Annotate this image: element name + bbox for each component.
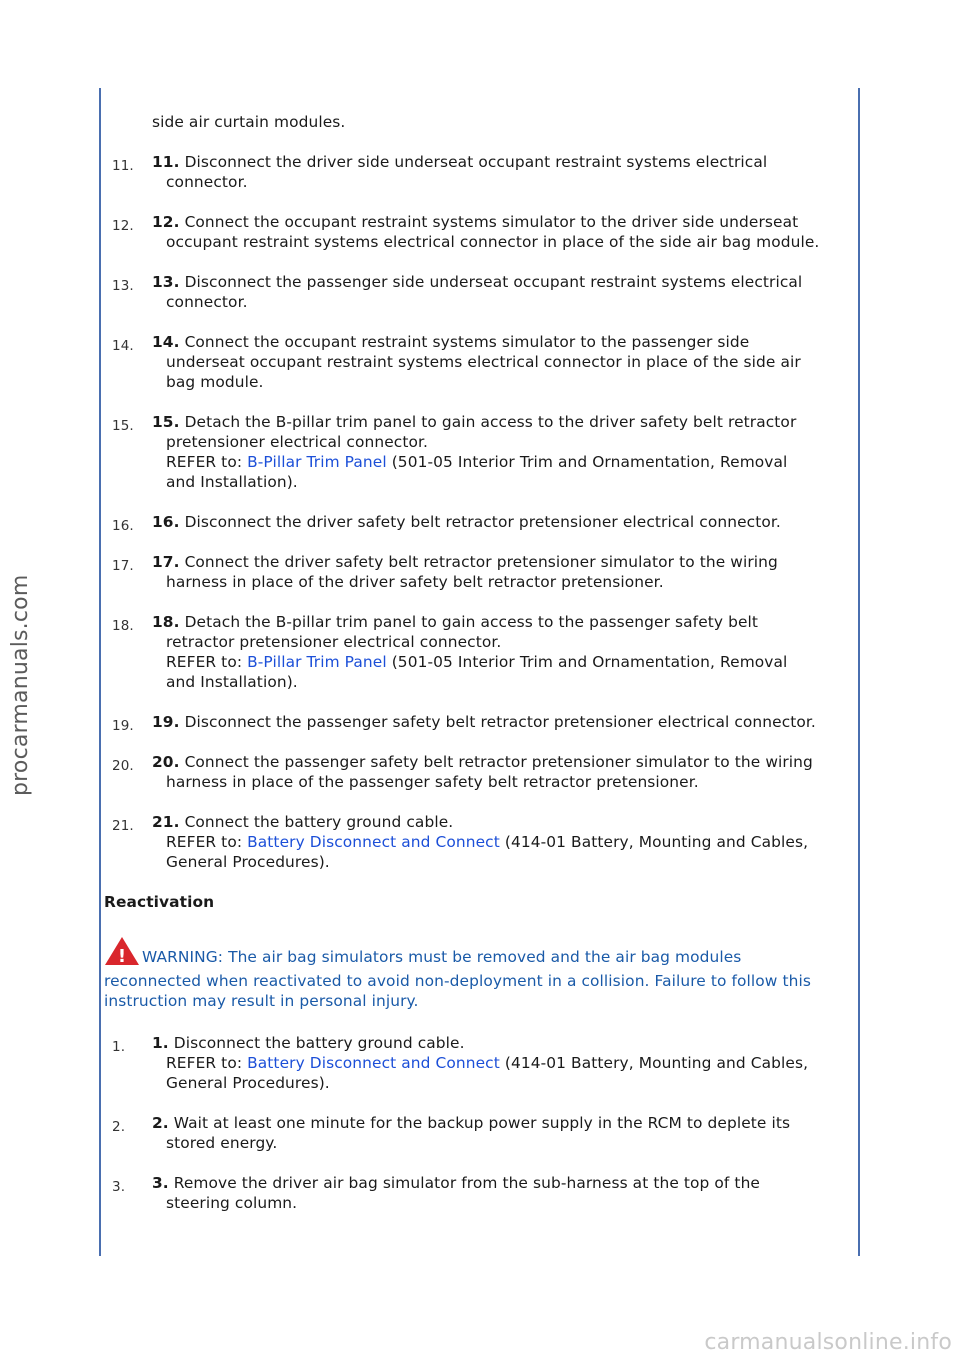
step-text: Detach the B-pillar trim panel to gain access to the passenger safety belt [179,613,759,631]
document-content [104,112,844,1233]
section-title-reactivation: Reactivation [104,893,215,911]
refer-tail: and Installation). [166,473,298,491]
refer-suffix: (414-01 Battery, Mounting and Cables, [499,833,809,851]
step-text: Disconnect the driver safety belt retractor pretensioner electrical connector. [179,513,781,531]
step-item [104,1033,844,1093]
step-item [104,752,844,792]
step-bold-number: 1. [152,1034,169,1052]
step-text: Disconnect the passenger side underseat occupant restraint systems electrical [179,273,803,291]
refer-link[interactable]: Battery Disconnect and Connect [247,833,500,851]
step-body [104,812,844,872]
refer-tail: General Procedures). [166,853,330,871]
step-item [104,612,844,692]
step-body [104,752,844,792]
step-item [104,212,844,252]
refer-line [152,832,844,852]
step-body [104,1033,844,1093]
step-text: Connect the occupant restraint systems simulator to the driver side underseat [179,213,799,231]
step-text-continued: harness in place of the driver safety belt retractor pretensioner. [166,573,664,591]
step-item [104,1113,844,1153]
warning-triangle-icon [104,936,140,971]
step-body [104,1173,844,1213]
step-bold-number: 14. [152,333,180,351]
step-item [104,272,844,312]
refer-prefix: REFER to: [166,653,248,671]
warning-text-line3: instruction may result in personal injury. [104,992,419,1010]
step-body [104,152,844,192]
refer-link[interactable]: B-Pillar Trim Panel [247,453,387,471]
step-body [104,412,844,492]
step-bold-number: 13. [152,273,180,291]
step-number: 1. [112,1039,126,1055]
step-text-continued: retractor pretensioner electrical connector. [166,633,502,651]
step-bold-number: 12. [152,213,180,231]
refer-link[interactable]: Battery Disconnect and Connect [247,1054,500,1072]
refer-tail: General Procedures). [166,1074,330,1092]
step-item [104,332,844,392]
refer-link[interactable]: B-Pillar Trim Panel [247,653,387,671]
step-number: 19. [112,718,134,734]
step-number: 18. [112,618,134,634]
refer-tail: and Installation). [166,673,298,691]
footer-watermark: carmanualsonline.info [704,1330,952,1355]
refer-suffix: (501-05 Interior Trim and Ornamentation, Removal [386,453,788,471]
step-item [104,812,844,872]
step-item [104,552,844,592]
refer-line [152,452,844,472]
step-number: 12. [112,218,134,234]
step-text: Connect the passenger safety belt retractor pretensioner simulator to the wiring [179,753,813,771]
step-text-continued: underseat occupant restraint systems electrical connector in place of the side air [166,353,801,371]
refer-line [152,1053,844,1073]
step-number: 2. [112,1119,126,1135]
step-body [104,552,844,592]
svg-text:!: ! [117,946,127,966]
step-body [104,1113,844,1153]
warning-block [104,936,844,1011]
right-margin-rule [858,88,860,1256]
step-text: Remove the driver air bag simulator from the sub-harness at the top of the [168,1174,760,1192]
step-bold-number: 2. [152,1114,169,1132]
refer-prefix: REFER to: [166,453,248,471]
step-bold-number: 18. [152,613,180,631]
left-margin-rule [99,88,101,1256]
step-text: Detach the B-pillar trim panel to gain access to the driver safety belt retractor [179,413,797,431]
step-number: 16. [112,518,134,534]
refer-prefix: REFER to: [166,833,248,851]
step-number: 14. [112,338,134,354]
step-text: Connect the driver safety belt retractor pretensioner simulator to the wiring [179,553,778,571]
step-number: 11. [112,158,134,174]
step-bold-number: 21. [152,813,180,831]
step-text: Connect the battery ground cable. [179,813,454,831]
refer-suffix: (414-01 Battery, Mounting and Cables, [499,1054,809,1072]
step-item [104,152,844,192]
step-bold-number: 16. [152,513,180,531]
step-text-continued: connector. [166,293,248,311]
step-number: 3. [112,1179,126,1195]
refer-line [152,652,844,672]
step-text: Disconnect the battery ground cable. [168,1034,465,1052]
step-text: Disconnect the passenger safety belt retractor pretensioner electrical connector. [179,713,816,731]
step-bold-number: 3. [152,1174,169,1192]
warning-text-line1: WARNING: The air bag simulators must be removed and the air bag modules [142,948,742,966]
side-watermark: procarmanuals.com [8,574,33,796]
step-body [104,612,844,692]
refer-prefix: REFER to: [166,1054,248,1072]
steps-list-top [104,152,844,872]
step-bold-number: 11. [152,153,180,171]
step-item [104,412,844,492]
step-body [104,212,844,252]
step-text-continued: occupant restraint systems electrical connector in place of the side air bag module. [166,233,820,251]
step-body [104,712,844,732]
step-text-continued: harness in place of the passenger safety belt retractor pretensioner. [166,773,699,791]
step-number: 13. [112,278,134,294]
step-body [104,272,844,312]
step-bold-number: 19. [152,713,180,731]
step-body [104,512,844,532]
refer-suffix: (501-05 Interior Trim and Ornamentation, Removal [386,653,788,671]
step-body [104,332,844,392]
steps-list-bottom [104,1033,844,1213]
step-item [104,1173,844,1213]
step-text-continued: pretensioner electrical connector. [166,433,428,451]
step-text: Connect the occupant restraint systems simulator to the passenger side [179,333,750,351]
step-bold-number: 20. [152,753,180,771]
step-item [104,512,844,532]
step-text: Wait at least one minute for the backup power supply in the RCM to deplete its [168,1114,791,1132]
step-number: 20. [112,758,134,774]
step-text-continued: connector. [166,173,248,191]
step-bold-number: 17. [152,553,180,571]
continuation-text: side air curtain modules. [152,113,346,131]
step-bold-number: 15. [152,413,180,431]
step-text-continued: stored energy. [166,1134,278,1152]
step-number: 17. [112,558,134,574]
warning-text-line2: reconnected when reactivated to avoid non-deployment in a collision. Failure to follow this [104,972,811,990]
step-number: 21. [112,818,134,834]
step-item [104,712,844,732]
step-text-continued: steering column. [166,1194,298,1212]
step-text: Disconnect the driver side underseat occupant restraint systems electrical [179,153,768,171]
step-number: 15. [112,418,134,434]
step-text-continued: bag module. [166,373,264,391]
